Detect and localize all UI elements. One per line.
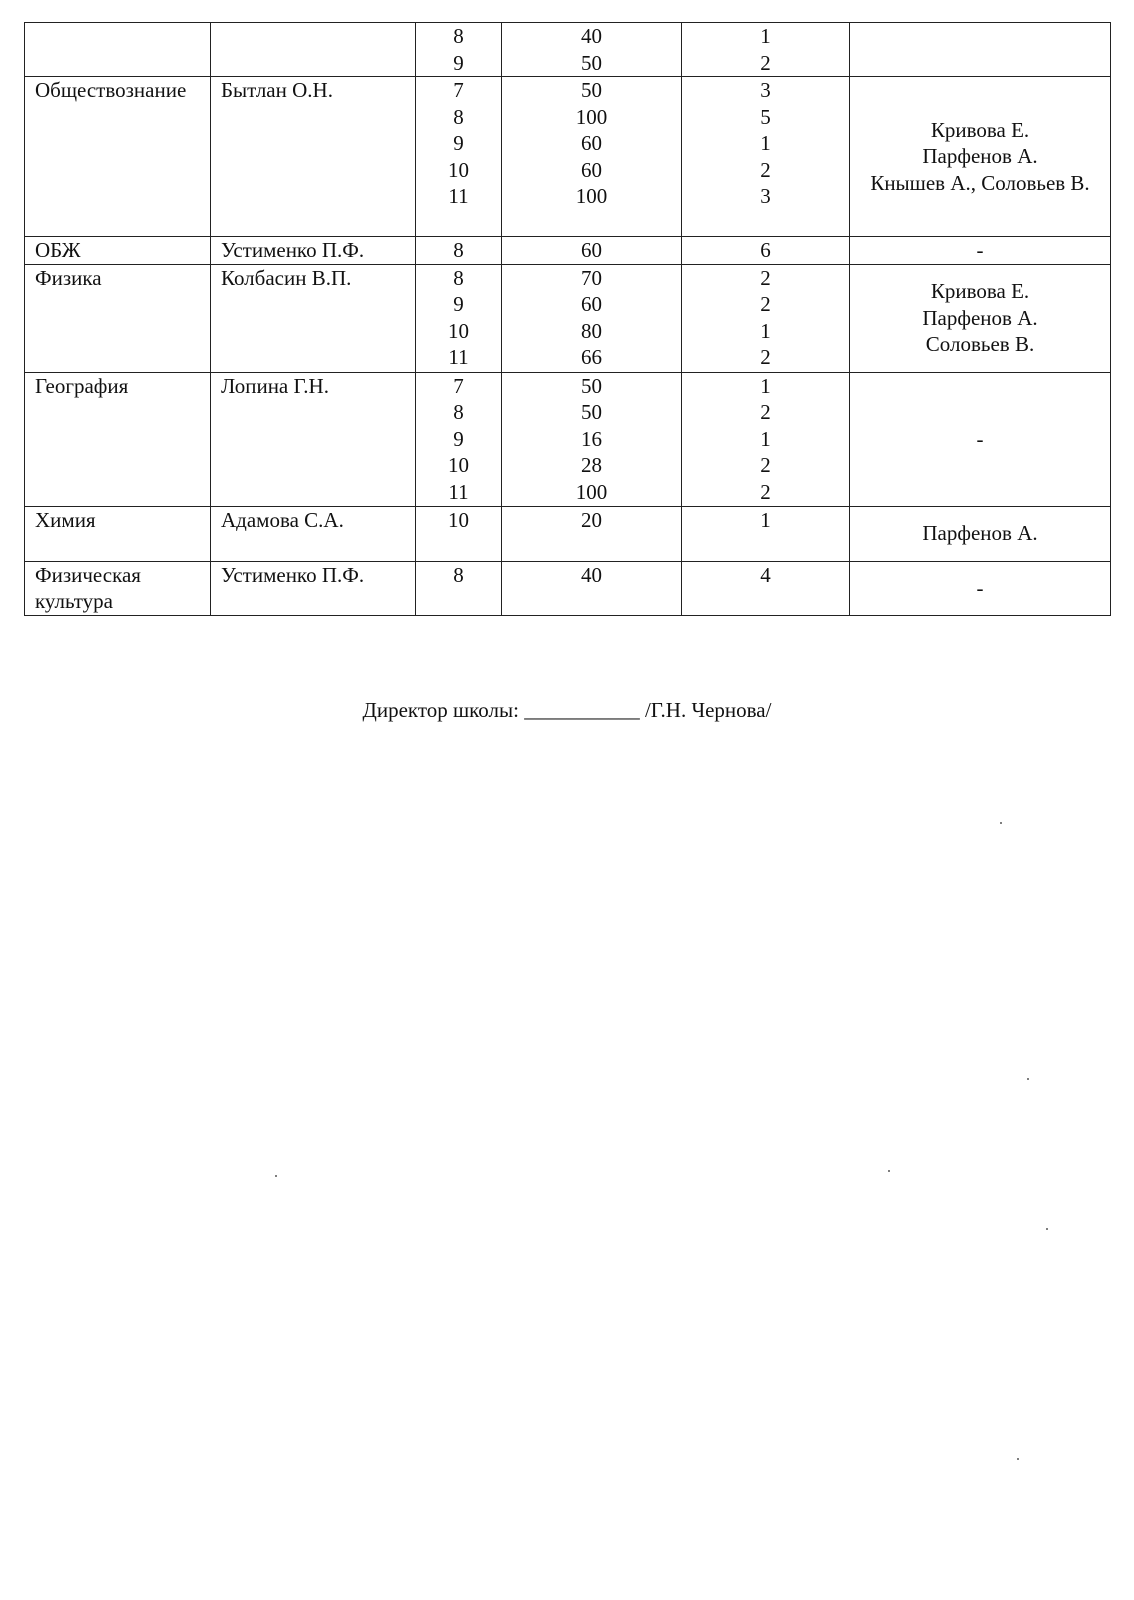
grade-value: 10: [448, 453, 469, 477]
participants-value: 50: [581, 50, 602, 75]
participants-value: 28: [581, 453, 602, 477]
grade-cell: [416, 561, 502, 615]
prizes-value: 2: [760, 50, 771, 75]
grade-value: 8: [453, 238, 464, 262]
teacher-cell: Устименко П.Ф.: [211, 561, 416, 615]
scan-speck: [1027, 1078, 1029, 1080]
table-row: [25, 237, 1111, 265]
participants-cell: [502, 372, 682, 506]
grade-value: 8: [453, 400, 464, 424]
signature-blank: ___________: [524, 698, 640, 722]
table-row: [25, 77, 1111, 237]
prizes-value: 1: [760, 131, 771, 155]
participants-value: 20: [581, 507, 602, 532]
grade-cell: [416, 237, 502, 265]
teacher-cell: Адамова С.А.: [211, 506, 416, 561]
winner-name: Кривова Е.: [930, 279, 1030, 304]
grade-value: 8: [453, 562, 464, 587]
participants-value: 100: [575, 184, 608, 208]
olympiad-results-table: [24, 22, 1111, 616]
participants-cell: [502, 77, 682, 237]
subject-cell: География: [25, 372, 211, 506]
subject-cell: ОБЖ: [25, 237, 211, 265]
prizes-value: 2: [760, 265, 771, 290]
participants-value: 16: [581, 426, 602, 451]
scan-speck: [888, 1170, 890, 1172]
participants-value: 60: [581, 157, 602, 182]
grade-cell: [416, 77, 502, 237]
grade-value: 11: [448, 184, 469, 208]
grade-value: 10: [448, 157, 469, 182]
participants-value: 50: [581, 373, 602, 398]
winner-name: -: [976, 426, 984, 451]
participants-value: 50: [581, 78, 602, 102]
prizes-value: 6: [760, 238, 771, 262]
prizes-value: 4: [760, 562, 771, 587]
subject-cell: Физика: [25, 264, 211, 372]
participants-cell: [502, 23, 682, 77]
table-row: [25, 372, 1111, 506]
prizes-value: 1: [760, 24, 771, 48]
grade-value: 9: [453, 50, 464, 75]
grade-value: 8: [453, 265, 464, 290]
prizes-value: 1: [760, 507, 771, 532]
winners-cell: [850, 23, 1111, 77]
winners-cell: [850, 561, 1111, 615]
prizes-value: 2: [760, 453, 771, 477]
signature-label: Директор школы:: [362, 698, 519, 722]
scan-speck: [1017, 1458, 1019, 1460]
participants-value: 80: [581, 318, 602, 343]
prizes-value: 2: [760, 345, 771, 369]
prizes-cell: [682, 561, 850, 615]
grade-cell: [416, 23, 502, 77]
winners-cell: [850, 237, 1111, 265]
participants-value: 100: [575, 479, 608, 504]
teacher-cell: Бытлан О.Н.: [211, 77, 416, 237]
teacher-cell: Колбасин В.П.: [211, 264, 416, 372]
grade-value: 9: [453, 292, 464, 316]
participants-value: 60: [581, 292, 602, 316]
prizes-cell: [682, 23, 850, 77]
participants-value: 66: [581, 345, 602, 369]
winner-name: -: [976, 575, 984, 600]
signature-name: /Г.Н. Чернова/: [644, 698, 772, 722]
winners-cell: [850, 77, 1111, 237]
prizes-value: 2: [760, 479, 771, 504]
prizes-value: 3: [760, 184, 771, 208]
table-row: [25, 506, 1111, 561]
winner-name: Кривова Е.: [930, 117, 1030, 142]
participants-cell: [502, 506, 682, 561]
teacher-cell: Устименко П.Ф.: [211, 237, 416, 265]
participants-value: 40: [581, 562, 602, 587]
prizes-cell: [682, 264, 850, 372]
subject-cell: Химия: [25, 506, 211, 561]
grade-value: 11: [448, 345, 469, 369]
winners-cell: [850, 264, 1111, 372]
participants-value: 60: [581, 131, 602, 155]
table-body: [25, 23, 1111, 616]
prizes-value: 5: [760, 104, 771, 129]
winner-name: Парфенов А.: [922, 305, 1038, 330]
prizes-value: 1: [760, 318, 771, 343]
subject-cell: Обществознание: [25, 77, 211, 237]
subject-cell: Физическая культура: [25, 561, 211, 615]
grade-value: 9: [453, 426, 464, 451]
participants-value: 70: [581, 265, 602, 290]
grade-value: 8: [453, 104, 464, 129]
prizes-cell: [682, 77, 850, 237]
prizes-value: 2: [760, 157, 771, 182]
prizes-value: 3: [760, 78, 771, 102]
grade-value: 7: [453, 373, 464, 398]
scan-speck: [1000, 822, 1002, 824]
table-row: [25, 561, 1111, 615]
grade-value: 11: [448, 479, 469, 504]
grade-value: 10: [448, 507, 469, 532]
winners-cell: [850, 372, 1111, 506]
grade-value: 9: [453, 131, 464, 155]
scan-speck: [1046, 1228, 1048, 1230]
participants-cell: [502, 237, 682, 265]
winner-name: Парфенов А.: [922, 521, 1038, 546]
teacher-cell: Лопина Г.Н.: [211, 372, 416, 506]
prizes-value: 2: [760, 400, 771, 424]
grade-cell: [416, 506, 502, 561]
winner-name: Соловьев В.: [925, 332, 1035, 357]
prizes-cell: [682, 372, 850, 506]
grade-cell: [416, 372, 502, 506]
table-row: [25, 264, 1111, 372]
participants-cell: [502, 561, 682, 615]
winner-name: Кнышев А., Соловьев В.: [870, 170, 1090, 195]
participants-value: 50: [581, 400, 602, 424]
teacher-cell: [211, 23, 416, 77]
grade-value: 7: [453, 78, 464, 102]
prizes-value: 1: [760, 373, 771, 398]
table-row: [25, 23, 1111, 77]
prizes-cell: [682, 237, 850, 265]
prizes-cell: [682, 506, 850, 561]
participants-value: 100: [575, 104, 608, 129]
winner-name: -: [976, 238, 984, 262]
participants-value: 60: [581, 238, 602, 262]
prizes-value: 1: [760, 426, 771, 451]
participants-cell: [502, 264, 682, 372]
winners-cell: [850, 506, 1111, 561]
grade-cell: [416, 264, 502, 372]
scan-speck: [275, 1175, 277, 1177]
participants-value: 40: [581, 24, 602, 48]
grade-value: 10: [448, 318, 469, 343]
grade-value: 8: [453, 24, 464, 48]
subject-cell: [25, 23, 211, 77]
winner-name: Парфенов А.: [922, 144, 1038, 169]
director-signature-line: [0, 698, 1134, 723]
prizes-value: 2: [760, 292, 771, 316]
